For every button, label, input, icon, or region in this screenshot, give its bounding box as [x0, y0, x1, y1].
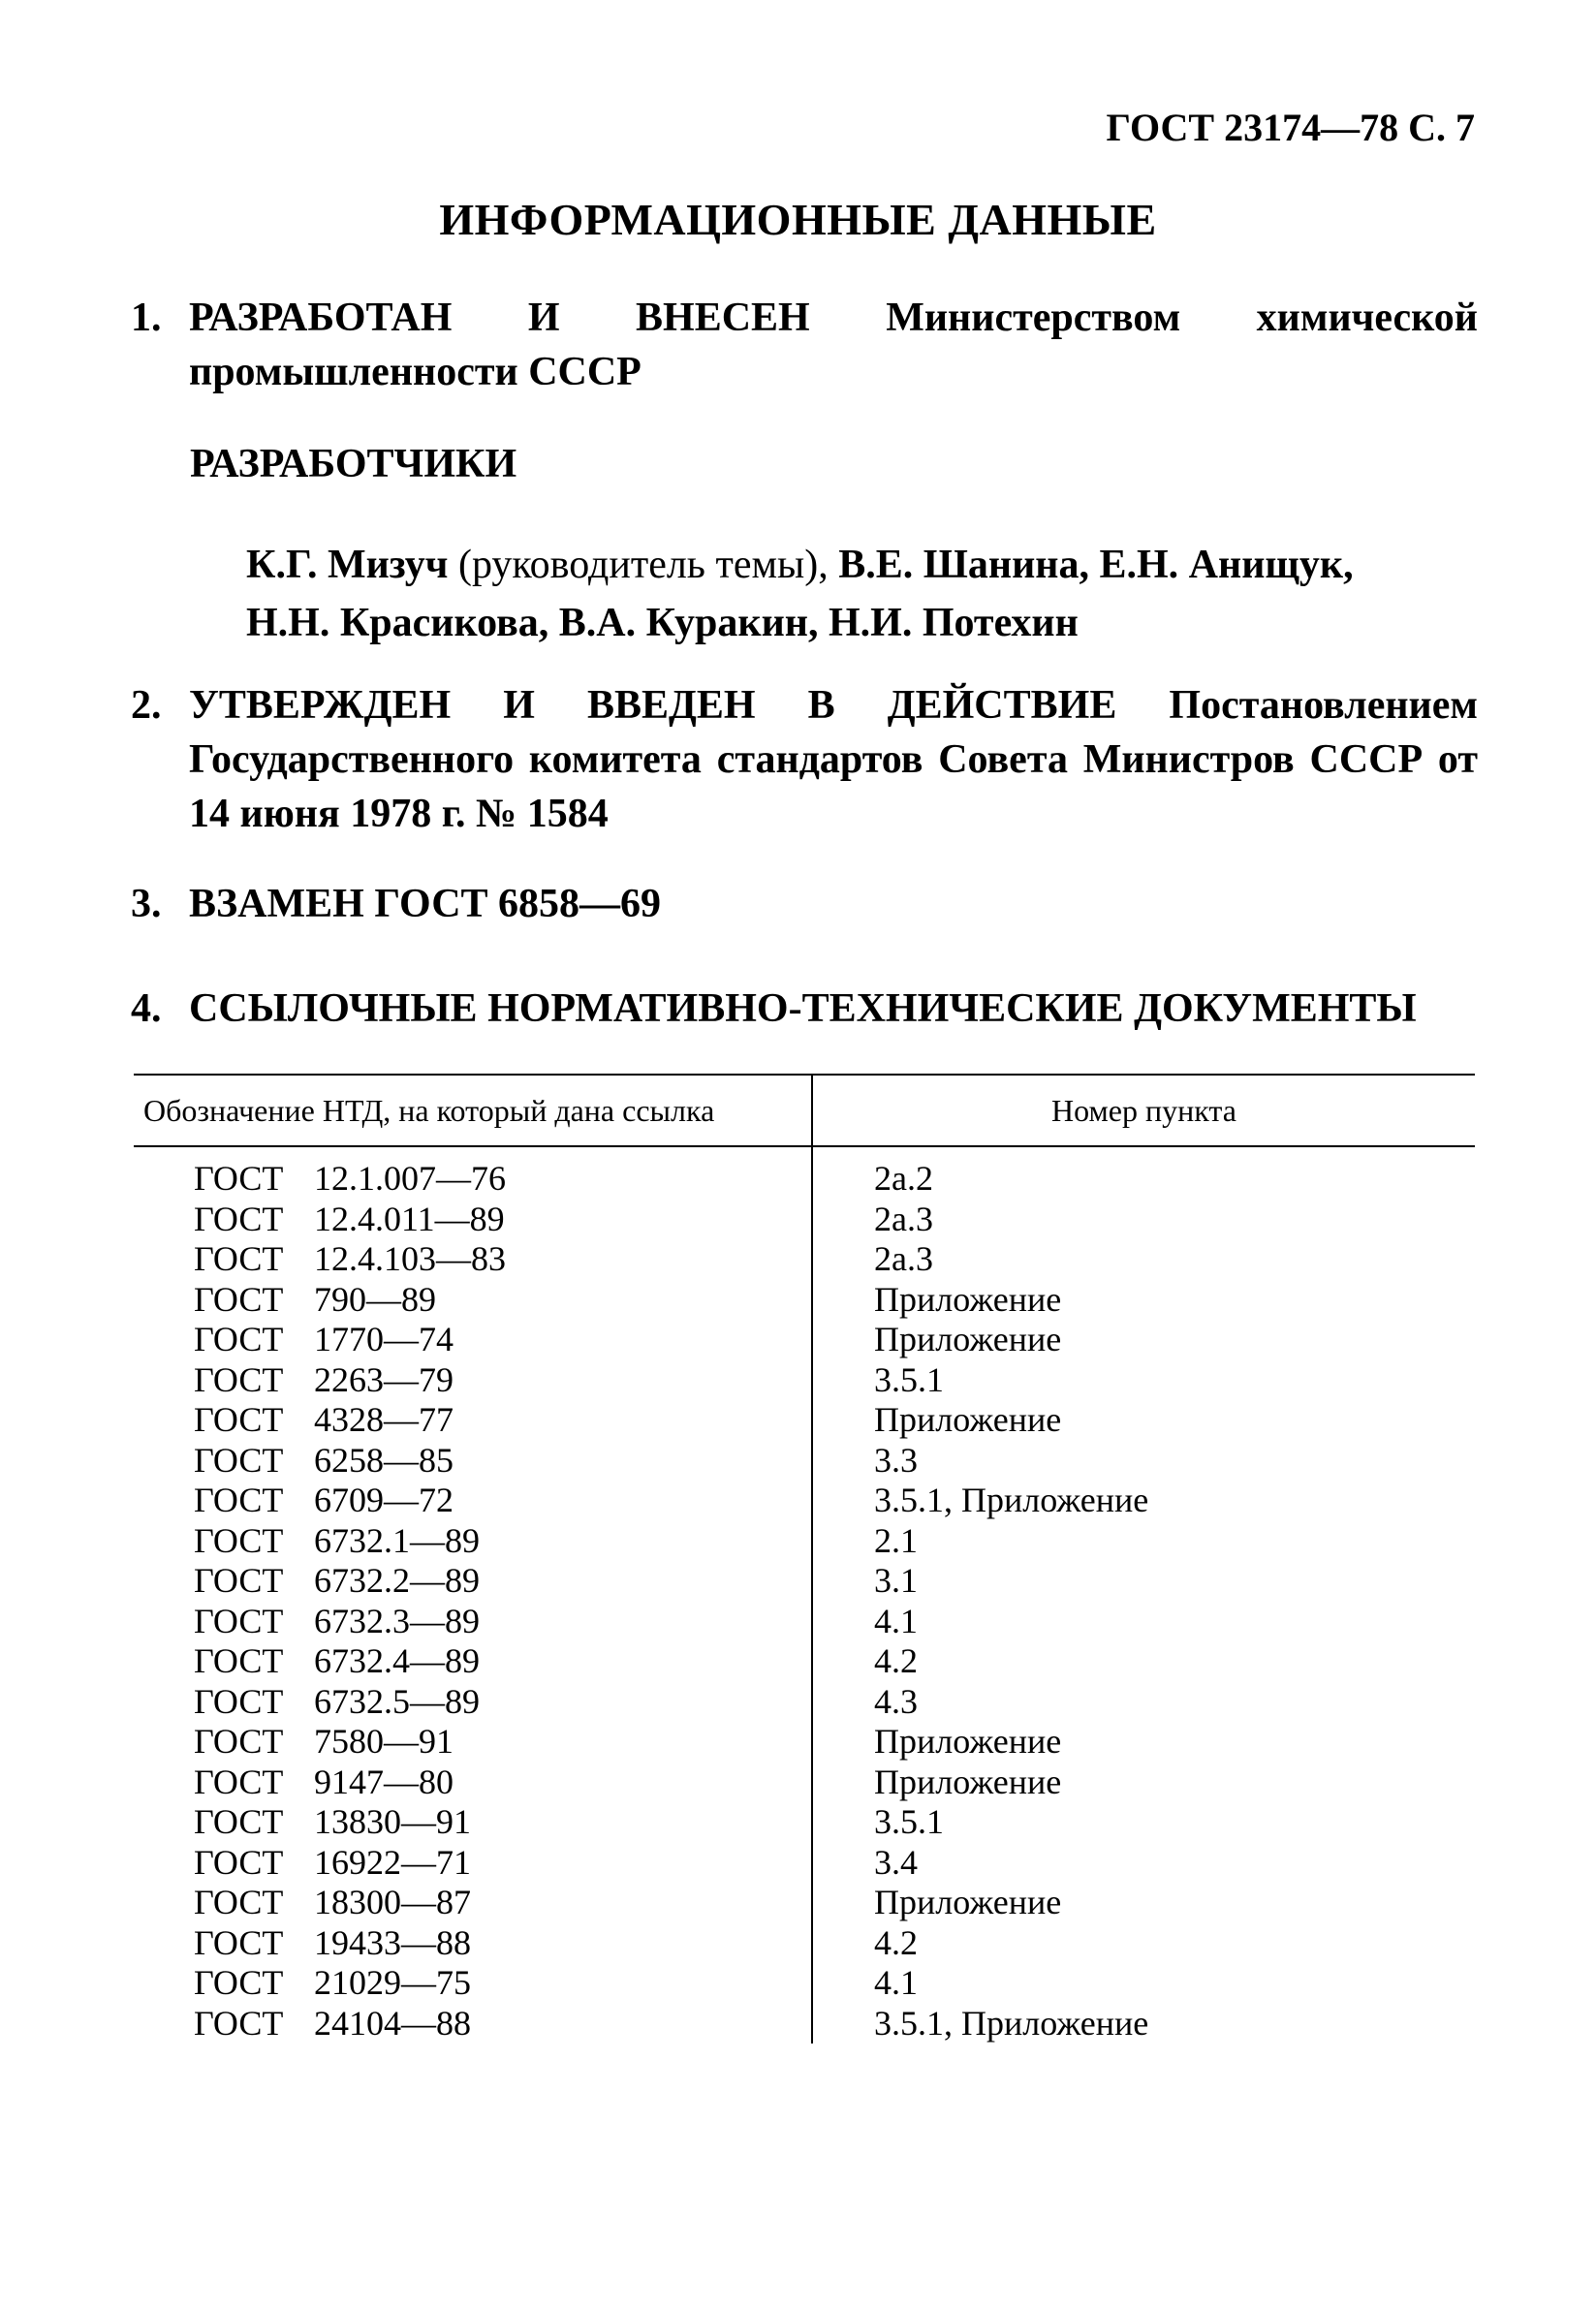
document-prefix: ГОСТ: [194, 1641, 284, 1680]
document-number: 6732.2—89: [314, 1561, 480, 1600]
clause-cell: 3.5.1, Приложение: [874, 2003, 1149, 2043]
item-1-number: 1.: [131, 296, 162, 340]
table-row: [134, 1602, 1475, 1642]
item-1: [131, 291, 1478, 399]
table-row: [134, 1641, 1475, 1682]
document-prefix: ГОСТ: [194, 1481, 284, 1519]
document-cell: [134, 1360, 812, 1401]
document-cell: [134, 1883, 812, 1923]
document-number: 19433—88: [314, 1922, 471, 1962]
document-prefix: ГОСТ: [194, 1561, 284, 1600]
column-header-document: Обозначение НТД, на который дана ссылка: [134, 1075, 812, 1146]
document-cell: [134, 1239, 812, 1280]
document-prefix: ГОСТ: [194, 1520, 284, 1560]
clause-cell: 4.3: [874, 1681, 918, 1721]
table-row: [134, 1280, 1475, 1321]
table-row: [134, 1146, 1475, 1200]
document-prefix: ГОСТ: [194, 1239, 284, 1278]
column-header-clause: Номер пункта: [1051, 1092, 1236, 1128]
item-4-text: ССЫЛОЧНЫЕ НОРМАТИВНО-ТЕХНИЧЕСКИЕ ДОКУМЕНТЫ: [189, 986, 1417, 1031]
document-prefix: ГОСТ: [194, 1359, 284, 1399]
item-2-number: 2.: [131, 683, 162, 728]
document-prefix: ГОСТ: [194, 1320, 284, 1358]
document-prefix: ГОСТ: [194, 2003, 284, 2043]
document-cell: [134, 1561, 812, 1602]
document-prefix: ГОСТ: [194, 1883, 284, 1921]
item-3-text: ВЗАМЕН ГОСТ 6858—69: [189, 882, 662, 926]
clause-cell: 2.1: [874, 1520, 918, 1560]
document-cell: [134, 1320, 812, 1360]
table-body: [134, 1146, 1475, 2044]
table-row: [134, 1360, 1475, 1401]
document-prefix: ГОСТ: [194, 1279, 284, 1319]
table-row: [134, 1883, 1475, 1923]
table-row: [134, 1200, 1475, 1240]
document-prefix: ГОСТ: [194, 1159, 284, 1198]
table-row: [134, 1320, 1475, 1360]
document-number: 1770—74: [314, 1320, 454, 1358]
document-number: 790—89: [314, 1279, 436, 1319]
table-row: [134, 1923, 1475, 1964]
document-number: 21029—75: [314, 1963, 471, 2002]
document-cell: [134, 1763, 812, 1803]
document-prefix: ГОСТ: [194, 1963, 284, 2002]
clause-cell: Приложение: [874, 1762, 1062, 1801]
table-row: [134, 1481, 1475, 1521]
document-cell: [134, 1481, 812, 1521]
clause-cell: 4.2: [874, 1641, 918, 1680]
document-prefix: ГОСТ: [194, 1762, 284, 1801]
clause-cell: 2а.3: [874, 1239, 933, 1278]
item-3: [131, 877, 1478, 931]
document-cell: [134, 1843, 812, 1884]
developers-list: [246, 536, 1477, 652]
developers-line-2: Н.Н. Красикова, В.А. Куракин, Н.И. Потехин: [246, 601, 1079, 645]
clause-cell: 3.4: [874, 1842, 918, 1882]
item-1-bold-lead: РАЗРАБОТАН И ВНЕСЕН: [189, 296, 810, 340]
document-cell: [134, 1602, 812, 1642]
developer-lead-name: К.Г. Мизуч: [246, 543, 449, 587]
table-row: [134, 1802, 1475, 1843]
clause-cell: 4.2: [874, 1922, 918, 1962]
clause-cell: 4.1: [874, 1963, 918, 2002]
clause-cell: 2а.2: [874, 1159, 933, 1198]
item-4-number: 4.: [131, 986, 162, 1031]
developer-names-1: В.Е. Шанина, Е.Н. Анищук,: [838, 543, 1354, 587]
item-3-number: 3.: [131, 882, 162, 926]
document-number: 6732.1—89: [314, 1520, 480, 1560]
document-prefix: ГОСТ: [194, 1802, 284, 1841]
table-row: [134, 1400, 1475, 1441]
document-prefix: ГОСТ: [194, 1440, 284, 1480]
clause-cell: 2а.3: [874, 1199, 933, 1238]
document-cell: [134, 1200, 812, 1240]
clause-cell: Приложение: [874, 1883, 1062, 1921]
document-prefix: ГОСТ: [194, 1681, 284, 1721]
item-1-text: Министерством химической промышленности СССР: [189, 296, 1478, 394]
item-2-body: [189, 678, 1478, 841]
developers-line-1: [246, 536, 1477, 594]
document-number: 12.4.103—83: [314, 1239, 506, 1278]
clause-cell: 3.5.1: [874, 1802, 944, 1841]
document-number: 9147—80: [314, 1762, 454, 1801]
document-number: 13830—91: [314, 1802, 471, 1841]
document-number: 24104—88: [314, 2003, 471, 2043]
document-cell: [134, 1682, 812, 1723]
developer-role-note: (руководитель темы),: [448, 543, 839, 587]
page-title: ИНФОРМАЦИОННЫЕ ДАННЫЕ: [439, 195, 1157, 244]
document-number: 6732.4—89: [314, 1641, 480, 1680]
item-1-body: [189, 291, 1478, 399]
reference-documents-table: [134, 1074, 1475, 2044]
document-prefix: ГОСТ: [194, 1842, 284, 1882]
document-number: 6732.5—89: [314, 1681, 480, 1721]
clause-cell: 3.5.1: [874, 1359, 944, 1399]
table-row: [134, 1763, 1475, 1803]
document-number: 7580—91: [314, 1722, 454, 1761]
item-2-bold-lead: УТВЕРЖДЕН И ВВЕДЕН В ДЕЙСТВИЕ: [189, 683, 1117, 728]
table-header-row: [134, 1075, 1475, 1146]
document-cell: [134, 1521, 812, 1562]
document-number: 2263—79: [314, 1359, 454, 1399]
document-number: 18300—87: [314, 1883, 471, 1921]
document-cell: [134, 1280, 812, 1321]
table-row: [134, 1521, 1475, 1562]
table-row: [134, 1239, 1475, 1280]
table-row: [134, 1722, 1475, 1763]
document-number: 6709—72: [314, 1481, 454, 1519]
item-2-text: Постановлением Государственного комитета стандартов Совета Министров СССР от 14 июня 1978 г. № 1584: [189, 683, 1478, 836]
document-number: 6732.3—89: [314, 1601, 480, 1640]
document-cell: [134, 2004, 812, 2044]
developers-heading: РАЗРАБОТЧИКИ: [190, 442, 517, 486]
clause-cell: Приложение: [874, 1279, 1062, 1319]
document-cell: [134, 1963, 812, 2004]
clause-cell: 3.5.1, Приложение: [874, 1481, 1149, 1519]
clause-cell: Приложение: [874, 1320, 1062, 1358]
document-cell: [134, 1923, 812, 1964]
document-cell: [134, 1641, 812, 1682]
document-number: 12.1.007—76: [314, 1159, 506, 1198]
table-header: [134, 1075, 1475, 1146]
clause-cell: 3.3: [874, 1440, 918, 1480]
table-row: [134, 1682, 1475, 1723]
document-prefix: ГОСТ: [194, 1400, 284, 1439]
document-cell: [134, 1441, 812, 1482]
document-number: 4328—77: [314, 1400, 454, 1439]
document-prefix: ГОСТ: [194, 1601, 284, 1640]
document-number: 16922—71: [314, 1842, 471, 1882]
page-header-reference: ГОСТ 23174—78 С. 7: [1106, 106, 1475, 149]
table-row: [134, 1843, 1475, 1884]
document-prefix: ГОСТ: [194, 1922, 284, 1962]
item-2: [131, 678, 1478, 841]
document-cell: [134, 1400, 812, 1441]
document-cell: [134, 1722, 812, 1763]
document-number: 6258—85: [314, 1440, 454, 1480]
document-cell: [134, 1146, 812, 1200]
document-prefix: ГОСТ: [194, 1199, 284, 1238]
table-row: [134, 1441, 1475, 1482]
clause-cell: 4.1: [874, 1601, 918, 1640]
clause-cell: Приложение: [874, 1400, 1062, 1439]
clause-cell: Приложение: [874, 1722, 1062, 1761]
document-number: 12.4.011—89: [314, 1199, 505, 1238]
table-row: [134, 1963, 1475, 2004]
table-row: [134, 2004, 1475, 2044]
clause-cell: 3.1: [874, 1561, 918, 1600]
table-row: [134, 1561, 1475, 1602]
document-cell: [134, 1802, 812, 1843]
document-prefix: ГОСТ: [194, 1722, 284, 1761]
item-4: [131, 982, 1478, 1036]
